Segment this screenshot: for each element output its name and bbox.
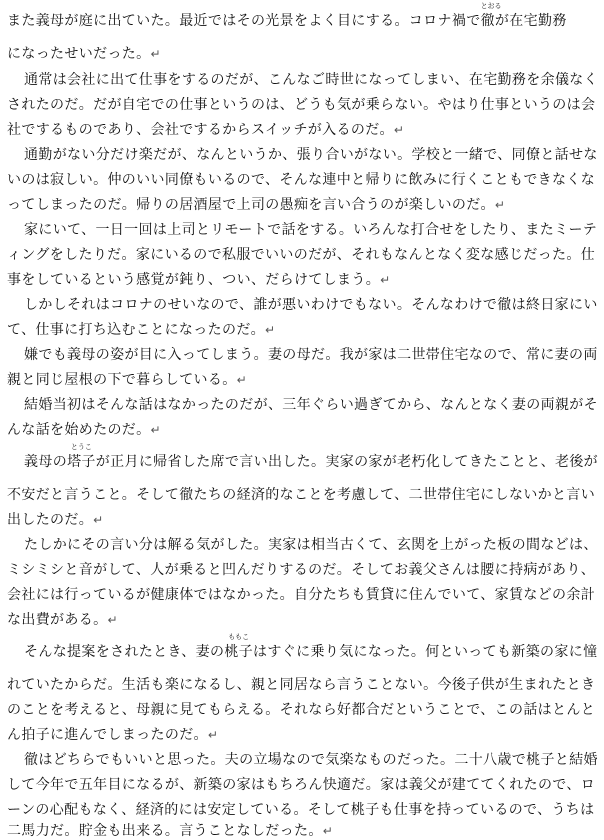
- paragraph-mark-icon: ↵: [322, 824, 334, 838]
- paragraph-mark-icon: ↵: [265, 323, 276, 337]
- text-line: んな話を始めたのだ。↵: [7, 422, 161, 438]
- paragraph-mark-icon: ↵: [207, 728, 219, 742]
- paragraph-mark-icon: ↵: [236, 373, 248, 387]
- ruby-word: とうこ 塔子: [67, 443, 96, 470]
- ruby-reading: ももこ: [228, 633, 250, 641]
- ruby-reading: とおる: [480, 2, 502, 10]
- text-line: いのは寂しい。仲のいい同僚もいるので、そんな連中と帰りに飲みに行くこともできなくな: [7, 172, 596, 188]
- text-line: 嫌でも義母の姿が目に入ってしまう。妻の母だ。我が家は二世帯住宅なので、常に妻の両: [24, 347, 598, 363]
- text-line: たしかにその言い分は解る気がした。実家は相当古くて、玄関を上がった板の間などは、: [24, 537, 598, 553]
- text-line: て、仕事に打ち込むことになったのだ。↵: [7, 322, 276, 338]
- text-line: そんな提案をされたとき、妻の ももこ 桃子はすぐに乗り気になった。何といっても新築の家に憧: [24, 633, 598, 660]
- text-line: 通勤がない分だけ楽だが、なんというか、張り合いがない。学校と一緒で、同僚と話せな: [24, 147, 598, 163]
- text-line: 不安だと言うこと。そして徹たちの経済的なことを考慮して、二世帯住宅にしないかと言い: [7, 487, 596, 503]
- text-line: ィングをしたりだ。家にいるので私服でいいのだが、それもなんとなく変な感じだった。仕: [7, 247, 596, 263]
- ruby-word: とおる 徹: [480, 2, 502, 29]
- text-line: して今年で五年目になるが、新築の家はもちろん快適だ。家は義父が建ててくれたので、ロ: [7, 777, 596, 793]
- text-line: しかしそれはコロナのせいなので、誰が悪いわけでもない。そんなわけで徹は終日家にい: [24, 297, 598, 313]
- text-line: 親と同じ屋根の下で暮らしている。↵: [7, 372, 248, 388]
- text-line: 出したのだ。↵: [7, 512, 104, 528]
- ruby-reading: とうこ: [70, 443, 92, 451]
- text-line: な出費がある。↵: [7, 612, 118, 628]
- text-line: になったせいだった。↵: [7, 46, 161, 62]
- paragraph-mark-icon: ↵: [150, 47, 161, 61]
- text-line: されたのだ。だが自宅での仕事というのは、どうも気が乗らない。やはり仕事というのは会: [7, 97, 596, 113]
- paragraph-mark-icon: ↵: [107, 613, 118, 627]
- text-line: 徹はどちらでもいいと思った。夫の立場なので気楽なものだった。二十八歳で桃子と結婚: [24, 752, 598, 768]
- text-line: のことを考えると、母親に見てもらえる。それなら好都合だということで、この話はとんと: [7, 702, 596, 718]
- paragraph-mark-icon: ↵: [150, 423, 161, 437]
- text-line: 社でするものであり、会社でするからスイッチが入るのだ。↵: [7, 122, 405, 138]
- text-line: ん拍子に進んでしまったのだ。↵: [7, 727, 219, 743]
- text-line: ミシミシと音がして、人が乗ると凹んだりするのだ。そしてお義父さんは腰に持病があり、: [7, 562, 596, 578]
- text-line: 会社には行っているが健康体ではなかった。自分たちも賃貸に住んでいて、家賃などの余計: [7, 587, 596, 603]
- text-line: 事をしているという感覚が鈍り、つい、だらけてしまう。↵: [7, 272, 391, 288]
- text-line: れていたからだ。生活も楽になるし、親と同居なら言うことない。今後子供が生まれたとき: [7, 677, 596, 693]
- text-line: ってしまったのだ。帰りの居酒屋で上司の愚痴を言い合うのが楽しいのだ。↵: [7, 197, 506, 213]
- text-line: 結婚当初はそんな話はなかったのだが、三年ぐらい過ぎてから、なんとなく妻の両親がそ: [24, 397, 598, 413]
- text-line: 通常は会社に出て仕事をするのだが、こんなご時世になってしまい、在宅勤務を余儀なく: [24, 72, 598, 88]
- text-line: また義母が庭に出ていた。最近ではその光景をよく目にする。コロナ禍で とおる 徹が在宅勤務: [7, 2, 567, 29]
- text-line: ーンの心配もなく、経済的には安定している。そして桃子も仕事を持っているので、うちは: [7, 802, 595, 818]
- text-line: 家にいて、一日一回は上司とリモートで話をする。いろんな打合せをしたり、またミーテ: [24, 222, 598, 238]
- ruby-word: ももこ 桃子: [224, 633, 254, 660]
- paragraph-mark-icon: ↵: [393, 123, 405, 137]
- paragraph-mark-icon: ↵: [93, 513, 104, 527]
- text-line: 義母の とうこ 塔子が正月に帰省した席で言い出した。実家の家が老朽化してきたことと、老後が: [24, 443, 599, 470]
- paragraph-mark-icon: ↵: [494, 198, 506, 212]
- paragraph-mark-icon: ↵: [380, 273, 391, 287]
- text-line: 二馬力だ。貯金も出来る。言うことなしだった。↵: [7, 823, 334, 839]
